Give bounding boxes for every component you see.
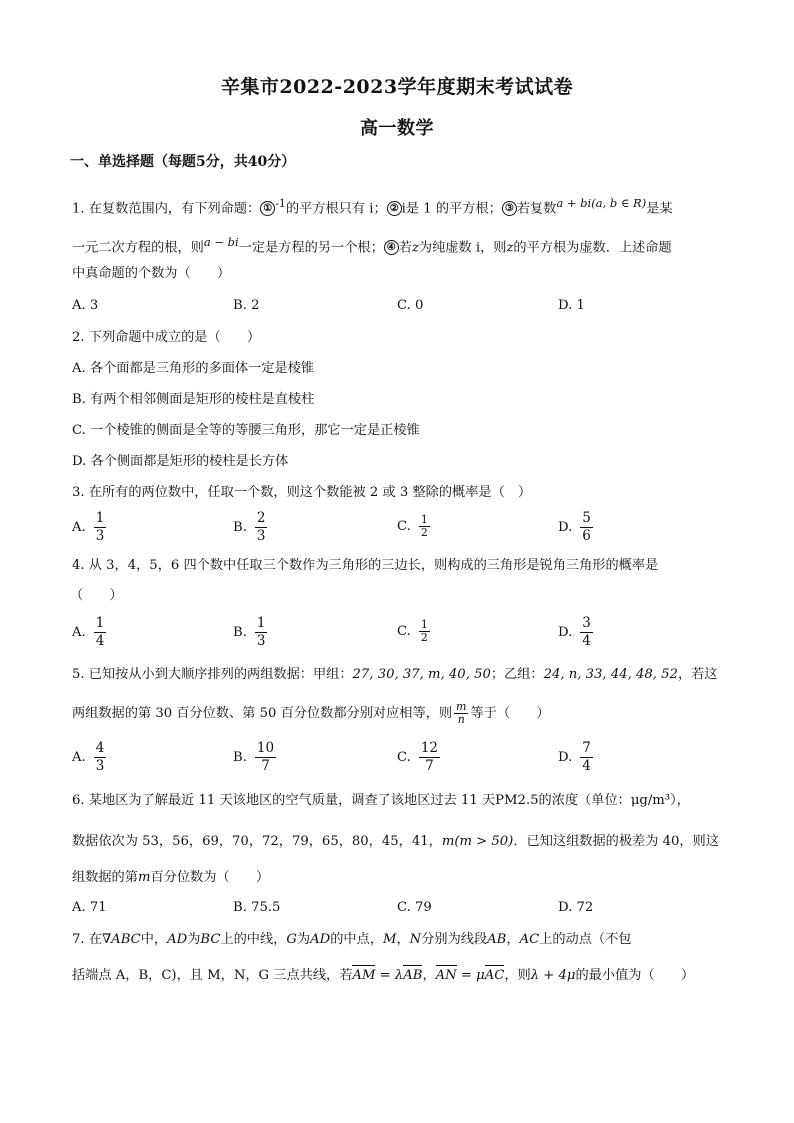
q2-option-c: C. 一个棱锥的侧面是全等的等腰三角形，那它一定是正棱锥 [72, 423, 420, 438]
q1-line2: 一元二次方程的根，则$^{a - bi}$一定是方程的另一个根； ④ 若z为纯虚数 i，则z的平方根为虚数．上述命题 [72, 235, 672, 256]
q6-option-b: B. 75.5 [233, 900, 281, 915]
q2-option-a: A. 各个面都是三角形的多面体一定是棱锥 [72, 361, 315, 376]
q4-stem: 4. 从 3，4，5，6 四个数中任取三个数作为三角形的三边长，则构成的三角形是锐角三角形的概率是 [72, 558, 659, 573]
q4-option-b: B. $\frac{1}{3}$ [233, 615, 266, 649]
q7-line2: 括端点 A，B，C)，且 M，N，G 三点共线，若AM = λAB，AN = μAC，则λ + 4μ的最小值为（ ） [72, 968, 695, 983]
q2-stem: 2. 下列命题中成立的是（ ） [72, 330, 261, 345]
q3-option-b: B. $\frac{2}{3}$ [233, 510, 266, 544]
q6-option-c: C. 79 [397, 900, 432, 915]
q1-option-b: B. 2 [233, 298, 260, 313]
q6-line3: 组数据的第m百分位数为（ ） [72, 870, 270, 885]
q1-option-c: C. 0 [397, 298, 424, 313]
q2-option-b: B. 有两个相邻侧面是矩形的棱柱是直棱柱 [72, 392, 315, 407]
q1-line3: 中真命题的个数为（ ） [72, 266, 231, 281]
q2-option-d: D. 各个侧面都是矩形的棱柱是长方体 [72, 454, 289, 469]
section-heading: 一、单选择题（每题5分，共40分） [70, 154, 296, 170]
exam-title: 辛集市2022-2023学年度期末考试试卷 [220, 76, 574, 98]
q5-option-c: C. $\frac{12}{7}$ [397, 740, 438, 774]
q3-option-d: D. $\frac{5}{6}$ [558, 510, 591, 544]
q1-option-a: A. 3 [72, 298, 99, 313]
q3-option-c: C. $\frac{1}{2}$ [397, 513, 428, 539]
q6-line1: 6. 某地区为了解最近 11 天该地区的空气质量，调查了该地区过去 11 天PM2.5的浓度（单位：μg/m³）， [72, 793, 690, 808]
q1-option-d: D. 1 [558, 298, 585, 313]
q5-option-d: D. $\frac{7}{4}$ [558, 740, 591, 774]
q4-option-d: D. $\frac{3}{4}$ [558, 615, 591, 649]
q3-option-a: A. $\frac{1}{3}$ [72, 510, 105, 544]
q5-option-b: B. $\frac{10}{7}$ [233, 740, 275, 774]
exam-subtitle: 高一数学 [360, 118, 434, 139]
q1-line1: 1. 在复数范围内，有下列命题： ① $^{-1}$的平方根只有 i； ② i是 1 的平方根； ③ 若复数$^{a + bi(a, b \in R)}$是某 [72, 196, 673, 217]
q6-option-d: D. 72 [558, 900, 594, 915]
q6-line2: 数据依次为 53，56，69，70，72，79，65，80，45，41，m(m > 50)．已知这组数据的极差为 40，则这 [72, 834, 719, 849]
q4-option-a: A. $\frac{1}{4}$ [72, 615, 105, 649]
q6-option-a: A. 71 [72, 900, 107, 915]
q4-stem-paren: （ ） [70, 588, 123, 603]
q5-line2: 两组数据的第 30 百分位数、第 50 百分位数都分别对应相等，则 $\frac{m}{n}$ 等于（ ） [72, 700, 550, 726]
q5-option-a: A. $\frac{4}{3}$ [72, 740, 105, 774]
q3-stem: 3. 在所有的两位数中，任取一个数，则这个数能被 2 或 3 整除的概率是（ ） [72, 485, 532, 500]
q5-line1: 5. 已知按从小到大顺序排列的两组数据：甲组：27, 30, 37, m, 40, 50；乙组：24, n, 33, 44, 48, 52，若这 [72, 667, 718, 682]
q7-line1: 7. 在∇ABC中，AD为BC上的中线，G为AD的中点，M，N分别为线段AB，AC上的动点（不包 [72, 932, 632, 947]
q4-option-c: C. $\frac{1}{2}$ [397, 618, 428, 644]
